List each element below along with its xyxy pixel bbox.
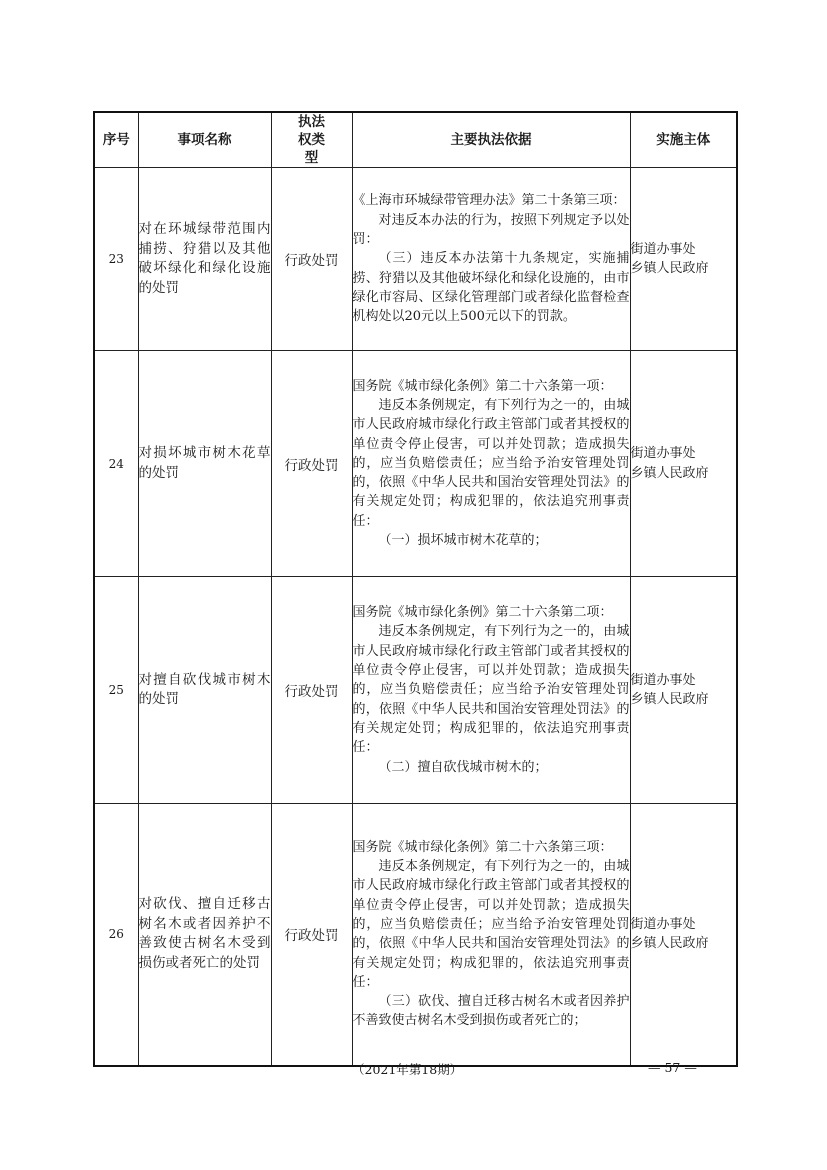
basis-citation: 国务院《城市绿化条例》第二十六条第二项：: [352, 605, 613, 621]
row-org: [630, 577, 737, 804]
row-type: 行政处罚: [271, 577, 352, 804]
row-basis: [352, 577, 630, 804]
row-org: [630, 804, 737, 1066]
header-org: 实施主体: [630, 112, 737, 168]
basis-provision: 违反本条例规定，有下列行为之一的，由城市人民政府城市绿化行政主管部门或者其授权的单位责令停止侵害，可以并处罚款；造成损失的，应当负赔偿责任；应当给予治安管理处罚的，依照《中华人民共和国治安管理处罚法》的有关规定处罚；构成犯罪的，依法追究刑事责任：: [352, 624, 630, 756]
org-subdistrict: 街道办事处: [630, 241, 696, 257]
enforcement-table: [93, 111, 738, 1067]
basis-clause: （三）违反本办法第十九条规定，实施捕捞、狩猎以及其他破坏绿化和绿化设施的，由市绿化市容局、区绿化管理部门或者绿化监督检查机构处以20元以上500元以下的罚款。: [352, 251, 630, 325]
row-seq: 23: [94, 168, 138, 351]
row-basis: [352, 168, 630, 351]
basis-clause: （一）损坏城市树木花草的；: [378, 533, 548, 549]
org-township: 乡镇人民政府: [630, 465, 709, 481]
header-basis: 主要执法依据: [352, 112, 630, 168]
basis-clause: （二）擅自砍伐城市树木的；: [378, 759, 548, 775]
org-subdistrict: 街道办事处: [630, 916, 696, 932]
header-seq: 序号: [94, 112, 138, 168]
org-township: 乡镇人民政府: [630, 936, 709, 952]
row-org: [630, 351, 737, 577]
basis-citation: 国务院《城市绿化条例》第二十六条第三项：: [352, 839, 613, 855]
row-item-name: 对砍伐、擅自迁移古树名木或者因养护不善致使古树名木受到损伤或者死亡的处罚: [138, 804, 271, 1066]
issue-number: （2021年第18期）: [352, 1062, 463, 1077]
org-township: 乡镇人民政府: [630, 261, 709, 276]
header-item: 事项名称: [138, 112, 271, 168]
row-seq: 25: [94, 577, 138, 804]
row-item-name: 对擅自砍伐城市树木的处罚: [138, 577, 271, 804]
table-row: [94, 804, 737, 1066]
basis-citation: 《上海市环城绿带管理办法》第二十条第三项：: [352, 193, 626, 209]
basis-provision: 违反本条例规定，有下列行为之一的，由城市人民政府城市绿化行政主管部门或者其授权的单位责令停止侵害，可以并处罚款；造成损失的，应当负赔偿责任；应当给予治安管理处罚的，依照《中华人民共和国治安管理处罚法》的有关规定处罚；构成犯罪的，依法追究刑事责任：: [352, 859, 630, 990]
table-row: [94, 168, 737, 351]
table-row: [94, 577, 737, 804]
header-type-text: 执法权类型: [298, 114, 325, 166]
page-number: — 57 —: [648, 1060, 697, 1075]
table-header-row: [94, 112, 737, 168]
basis-clause: （三）砍伐、擅自迁移古树名木或者因养护不善致使古树名木受到损伤或者死亡的；: [352, 994, 630, 1029]
basis-citation: 国务院《城市绿化条例》第二十六条第一项：: [352, 378, 613, 394]
row-seq: 26: [94, 804, 138, 1066]
row-seq: 24: [94, 351, 138, 577]
row-org: [630, 168, 737, 351]
row-item-name: 对在环城绿带范围内捕捞、狩猎以及其他破坏绿化和绿化设施的处罚: [138, 168, 271, 351]
page-footer: [0, 1060, 827, 1080]
header-type: [271, 112, 352, 168]
org-township: 乡镇人民政府: [630, 692, 709, 707]
org-subdistrict: 街道办事处: [630, 446, 696, 461]
row-type: 行政处罚: [271, 351, 352, 577]
row-item-name: 对损坏城市树木花草的处罚: [138, 351, 271, 577]
basis-provision: 违反本条例规定，有下列行为之一的，由城市人民政府城市绿化行政主管部门或者其授权的单位责令停止侵害，可以并处罚款；造成损失的，应当负赔偿责任；应当给予治安管理处罚的，依照《中华人民共和国治安管理处罚法》的有关规定处罚；构成犯罪的，依法追究刑事责任：: [352, 397, 630, 529]
row-type: 行政处罚: [271, 168, 352, 351]
basis-provision: 对违反本办法的行为，按照下列规定予以处罚：: [352, 212, 630, 248]
row-basis: [352, 351, 630, 577]
org-subdistrict: 街道办事处: [630, 672, 696, 688]
row-type: 行政处罚: [271, 804, 352, 1066]
table-row: [94, 351, 737, 577]
row-basis: [352, 804, 630, 1066]
